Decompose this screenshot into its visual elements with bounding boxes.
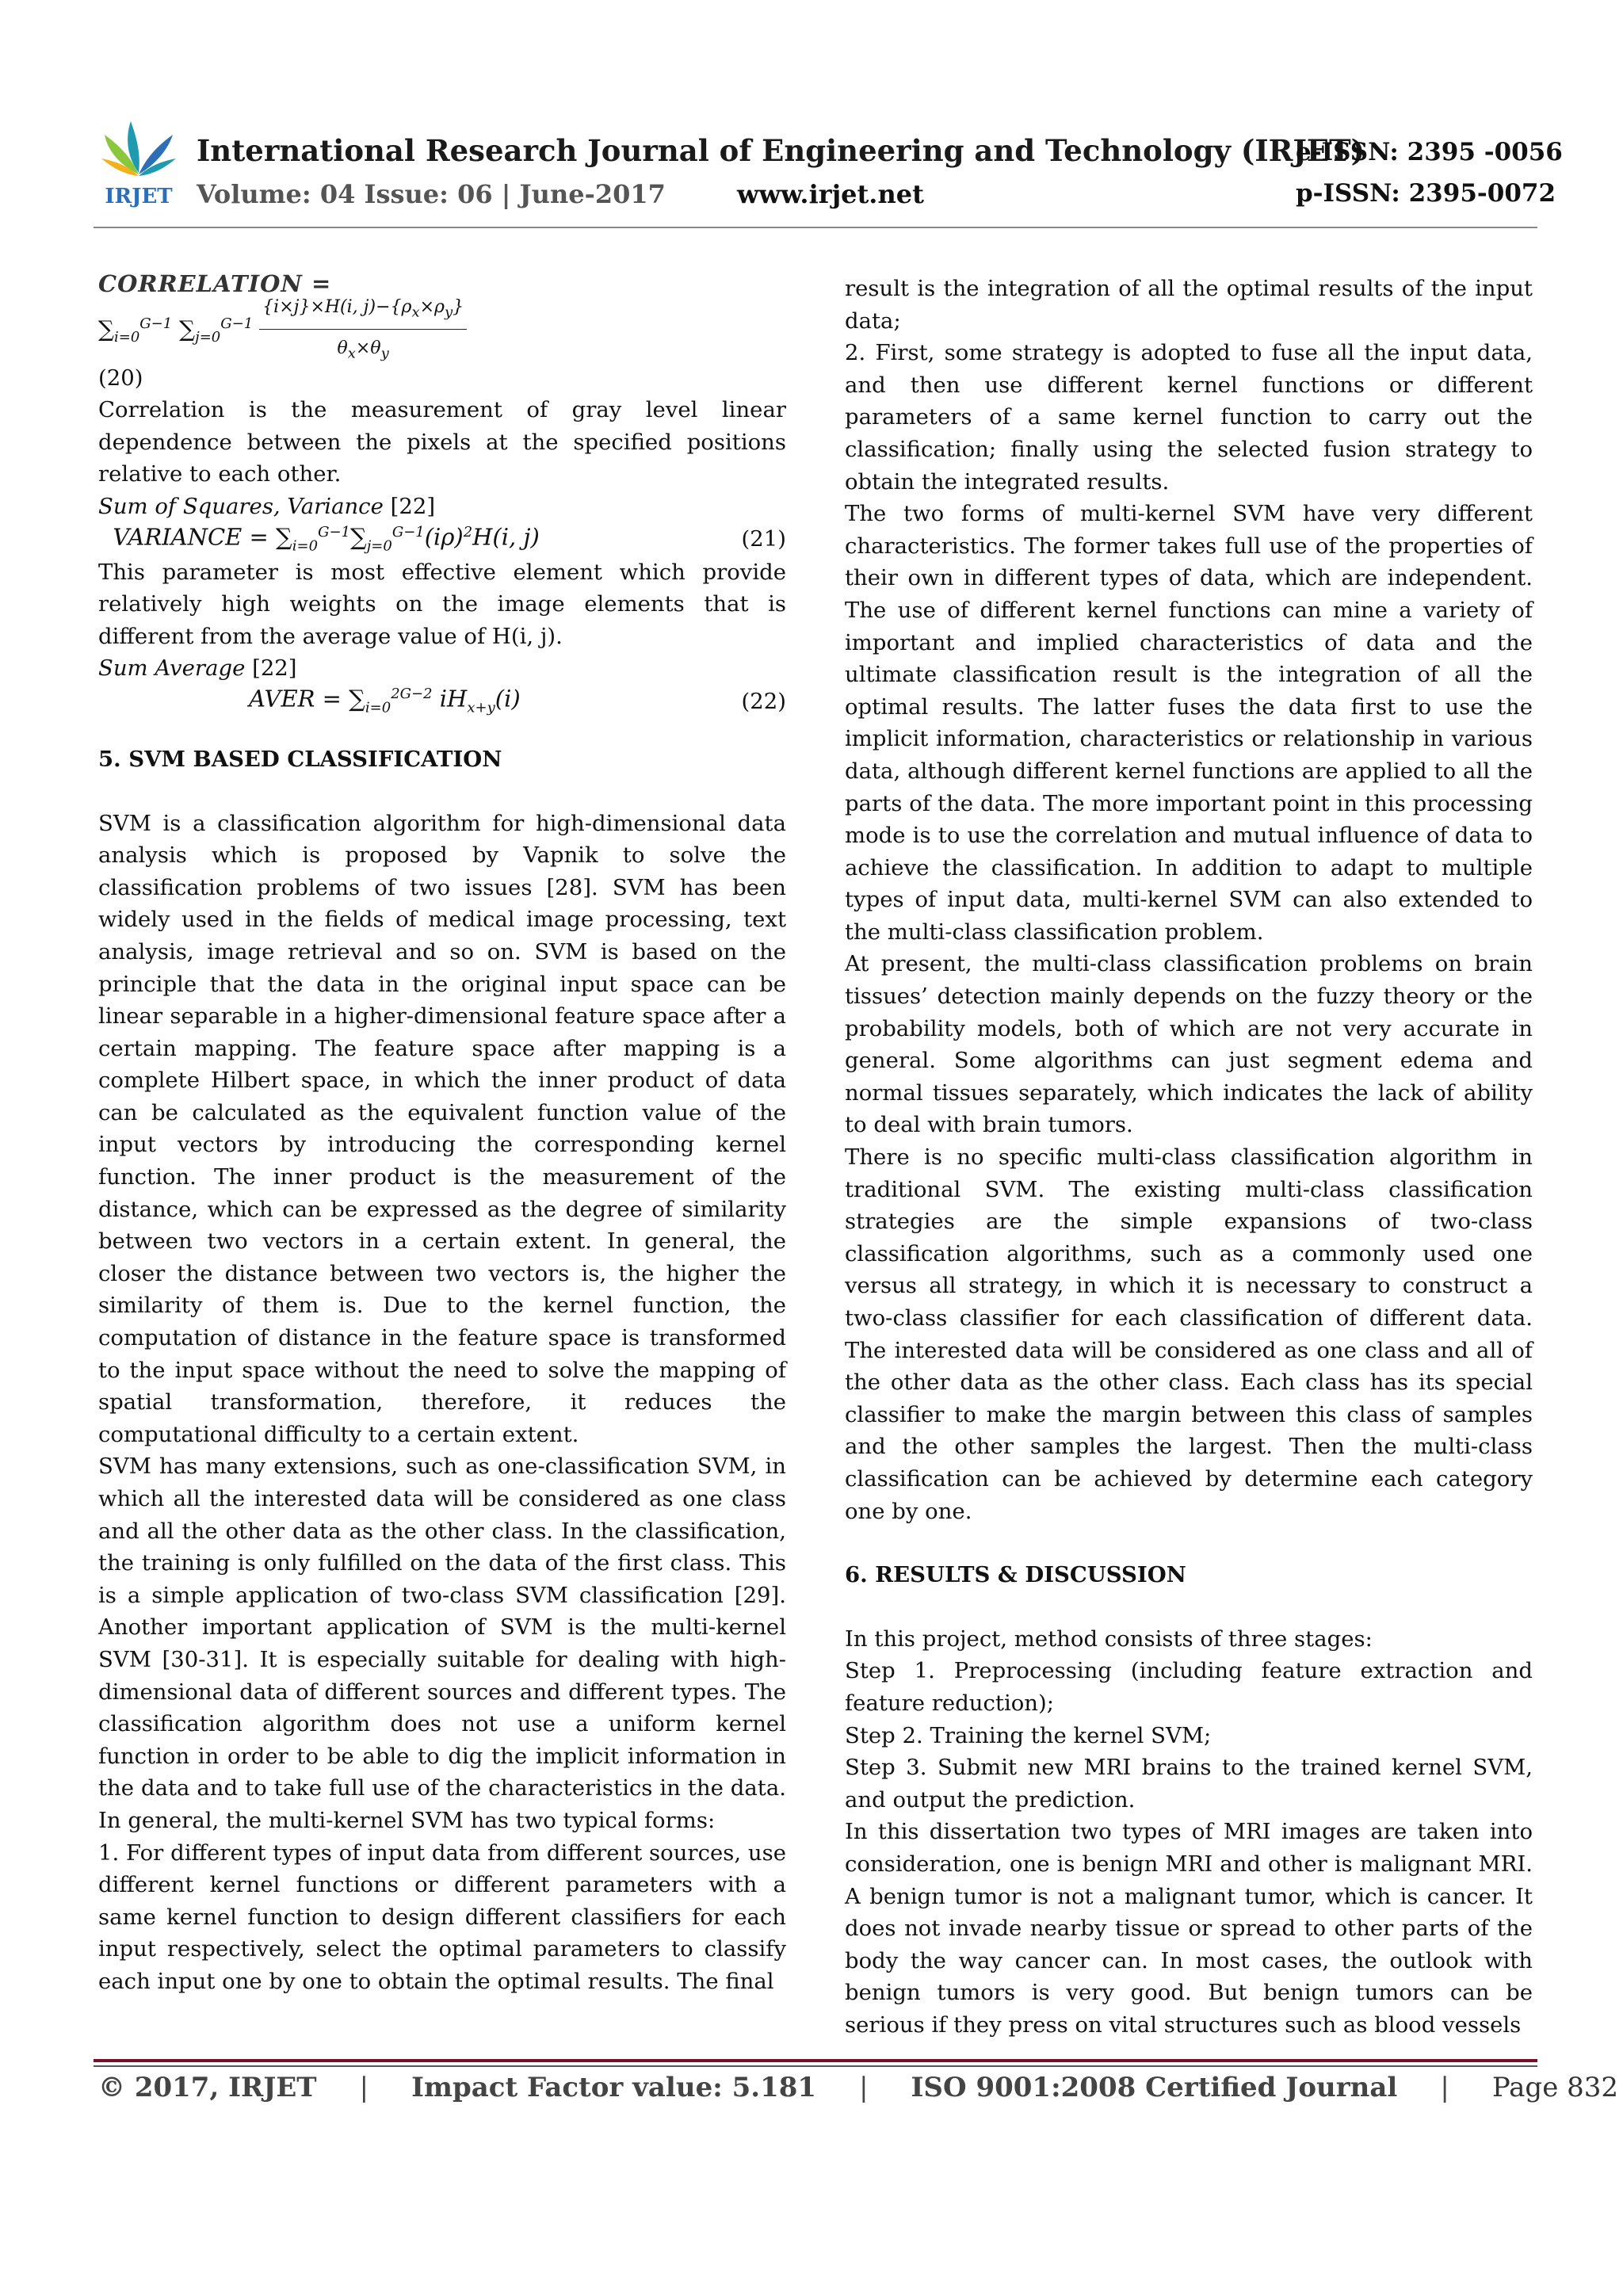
left-column: [98, 268, 786, 1998]
equation-number-22: (22): [741, 688, 786, 714]
page-header: [95, 117, 1563, 228]
variance-paragraph: This parameter is most effective element which provide relatively high weights on the image elements that is different from the average value of H(i, j).: [98, 559, 786, 649]
equation-number-20: (20): [98, 365, 143, 391]
right-column: [845, 273, 1533, 2041]
e-issn: e-ISSN: 2395 -0056: [1296, 138, 1563, 166]
footer-copyright: © 2017, IRJET: [98, 2072, 317, 2103]
footer-rule-secondary: [94, 2065, 1537, 2067]
average-title: Sum Average: [98, 655, 246, 682]
section-5-heading: 5. SVM BASED CLASSIFICATION: [98, 746, 502, 772]
variance-equation-row: [98, 523, 786, 556]
section-6-heading: 6. RESULTS & DISCUSSION: [845, 1562, 1186, 1588]
header-divider: [94, 227, 1537, 228]
page-footer: © 2017, IRJET | Impact Factor value: 5.181 | ISO 9001:2008 Certified Journal | Page 832: [98, 2072, 1619, 2103]
correlation-paragraph: Correlation is the measurement of gray level linear dependence between the pixels at the specified positions relative to each other.: [98, 397, 786, 487]
website-link[interactable]: www.irjet.net: [737, 179, 924, 209]
variance-title: Sum of Squares, Variance: [98, 493, 384, 519]
step-3: Step 3. Submit new MRI brains to the trained kernel SVM, and output the prediction.: [845, 1755, 1533, 1813]
average-formula: AVER = $\sum_{i=0}^{2G-2}$ $iH_{x+y}(i)$: [249, 685, 521, 716]
right-paragraph-2: 2. First, some strategy is adopted to fuse all the input data, and then use different kernel functions or different parameters of a same kernel function to carry out the classification; finally using the selected fusion strategy to obtain the integrated results.: [845, 340, 1533, 495]
variance-formula: VARIANCE = $\sum_{i=0}^{G-1}\sum_{j=0}^{G-1}(i\rho)^2H(i$, j): [98, 523, 540, 554]
correlation-label: CORRELATION =: [98, 270, 332, 297]
right-paragraph-7: In this dissertation two types of MRI images are taken into consideration, one is benign MRI and other is malignant MRI. A benign tumor is not a malignant tumor, which is cancer. It does not invade nearby tissue or spread to other parts of the body the way cancer can. In most cases, the outlook with benign tumors is very good. But benign tumors can be serious if they press on vital structures such as blood vessels: [845, 1819, 1533, 2038]
equation-number-21: (21): [741, 526, 786, 552]
average-ref: [22]: [245, 655, 297, 682]
right-paragraph-3: The two forms of multi-kernel SVM have very different characteristics. The former takes full use of the properties of their own in different types of data, which are independent. The use of different kernel functions can mine a variety of important and implied characteristics of data and the ultimate classification result is the integration of all the optimal results. The latter fuses the data first to use the implicit information, characteristics or relationship in various data, although different kernel functions are applied to all the parts of the data. The more important point in this processing mode is to use the correlation and mutual influence of data to achieve the classification. In addition to adapt to multiple types of input data, multi-kernel SVM can also extended to the multi-class classification problem.: [845, 501, 1533, 945]
footer-rule-primary: [94, 2059, 1537, 2062]
right-paragraph-5: There is no specific multi-class classification algorithm in traditional SVM. The existing multi-class classification strategies are the simple expansions of two-class classification algorithms, such as a commonly used one versus all strategy, in which it is necessary to construct a two-class classifier for each classification of different data. The interested data will be considered as one class and all of the other data as the other class. Each class has its special classifier to make the margin between this class of samples and the other samples the largest. Then the multi-class classification can be achieved by determine each category one by one.: [845, 1144, 1533, 1524]
average-equation-row: [98, 685, 786, 718]
p-issn: p-ISSN: 2395-0072: [1296, 179, 1556, 208]
right-paragraph-4: At present, the multi-class classification problems on brain tissues’ detection mainly depends on the fuzzy theory or the probability models, both of which are not very accurate in general. Some algorithms can just segment edema and normal tissues separately, which indicates the lack of ability to deal with brain tumors.: [845, 951, 1533, 1138]
irjet-logo-icon: [95, 117, 182, 212]
svg-text:IRJET: IRJET: [105, 185, 173, 208]
step-2: Step 2. Training the kernel SVM;: [845, 1722, 1212, 1748]
right-paragraph-1: result is the integration of all the optimal results of the input data;: [845, 276, 1533, 334]
svm-paragraph-1: SVM is a classification algorithm for high-dimensional data analysis which is proposed by Vapnik to solve the classification problems of two issues [28]. SVM has been widely used in the fields of medical image processing, text analysis, image retrieval and so on. SVM is based on the principle that the data in the original input space can be linear separable in a higher-dimensional feature space after a certain mapping. The feature space after mapping is a complete Hilbert space, in which the inner product of data can be calculated as the equivalent function value of the input vectors by introducing the corresponding kernel function. The inner product is the measurement of the distance, which can be expressed as the degree of similarity between two vectors in a certain extent. In general, the closer the distance between two vectors is, the higher the similarity of them is. Due to the kernel function, the computation of distance in the feature space is transformed to the input space without the need to solve the mapping of spatial transformation, therefore, it reduces the computational difficulty to a certain extent.: [98, 810, 786, 1447]
svm-paragraph-3: 1. For different types of input data from different sources, use different kernel functions or different parameters with a same kernel function to design different classifiers for each input respectively, select the optimal parameters to classify each input one by one to obtain the optimal results. The final: [98, 1839, 786, 1994]
variance-ref: [22]: [383, 493, 436, 519]
journal-title: International Research Journal of Engineering and Technology (IRJET): [197, 133, 1365, 168]
right-paragraph-6: In this project, method consists of three stages:: [845, 1626, 1373, 1652]
step-1: Step 1. Preprocessing (including feature extraction and feature reduction);: [845, 1658, 1533, 1716]
correlation-formula: $\sum_{i=0}^{G-1}$ $\sum_{j=0}^{G-1}$ $\frac{\{i\times j\}\times H(i, j)-\{\rho_x\times\rho_y\}}{\theta_x\times\theta_y}$: [98, 300, 786, 362]
footer-impact-factor: Impact Factor value: 5.181: [411, 2072, 817, 2103]
footer-iso: ISO 9001:2008 Certified Journal: [911, 2072, 1398, 2103]
svm-paragraph-2: SVM has many extensions, such as one-classification SVM, in which all the interested data will be considered as one class and all the other data as the other class. In the classification, the training is only fulfilled on the data of the first class. This is a simple application of two-class SVM classification [29]. Another important application of SVM is the multi-kernel SVM [30-31]. It is especially suitable for dealing with high-dimensional data of different sources and different types. The classification algorithm does not use a uniform kernel function in order to be able to dig the implicit information in the data and to take full use of the characteristics in the data. In general, the multi-kernel SVM has two typical forms:: [98, 1454, 786, 1833]
footer-page-number: Page 832: [1491, 2072, 1619, 2103]
volume-issue: Volume: 04 Issue: 06 | June-2017: [197, 179, 666, 209]
